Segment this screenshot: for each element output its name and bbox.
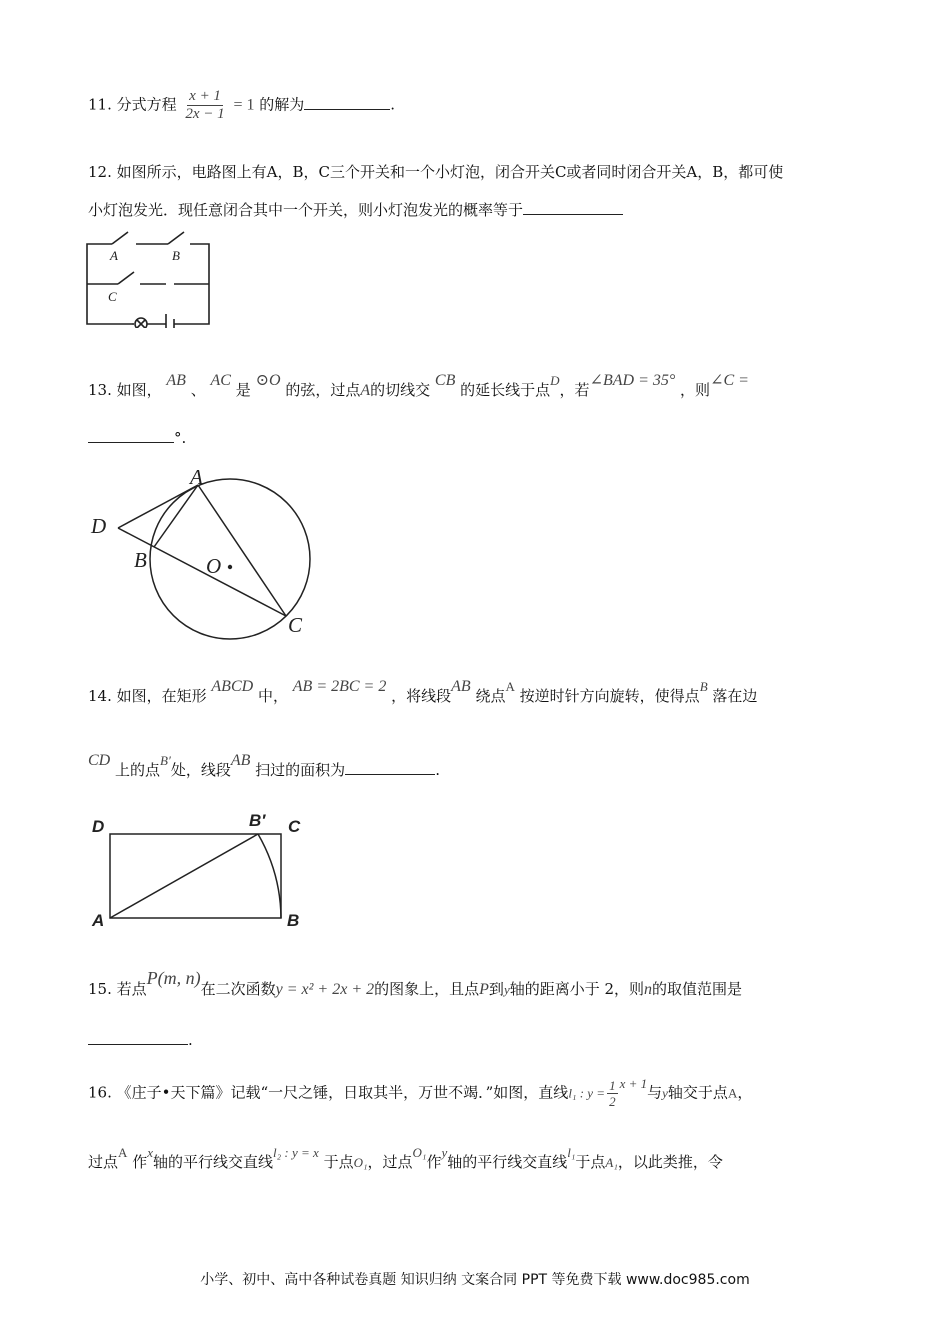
question-14-line2 [88, 752, 440, 781]
label-b-prime: B′ [249, 811, 266, 830]
q14-answer-blank [345, 760, 435, 775]
q16-x: x [147, 1145, 153, 1160]
q16-l1b: l₁ [567, 1145, 576, 1160]
q16-half-den: 2 [609, 1094, 616, 1109]
q15-t3: 到 [488, 980, 504, 998]
circuit-diagram [84, 228, 214, 328]
switch-a-blade [112, 232, 128, 244]
q11-suffix: 的解为 [259, 95, 305, 114]
q14-prefix: 14. 如图，在矩形 [88, 687, 207, 705]
q13-t2: 的切线交 [370, 381, 431, 399]
chord-ab [154, 485, 198, 547]
q12-answer-blank [523, 200, 623, 215]
label-a: A [190, 465, 203, 489]
switch-b-blade [168, 232, 184, 244]
line-dc [118, 528, 286, 616]
q16-half [607, 1078, 618, 1109]
q14-eq: AB = 2BC = 2 [292, 678, 387, 695]
q14-t1: ，将线段 [391, 687, 452, 705]
circuit-label-c: C [108, 289, 117, 304]
q15-t2: 的图象上，且点 [374, 980, 480, 998]
question-14 [88, 678, 758, 707]
rectangle-rotation-diagram [88, 806, 318, 934]
q15-p: P [479, 981, 489, 998]
q14-t4: 落在边 [712, 687, 758, 705]
q13-t5: ，则 [680, 381, 711, 399]
q11-fraction [183, 88, 226, 123]
q13-ac: AC [210, 372, 231, 389]
q15-function: y = x² + 2x + 2 [275, 981, 375, 998]
q15-t5: 的取值范围是 [652, 980, 743, 998]
q16-t1: 与 [647, 1083, 663, 1102]
q11-answer-blank [304, 95, 390, 110]
circuit-label-b: B [172, 248, 180, 263]
q16-t8: 作 [426, 1153, 442, 1171]
label-o: O [206, 554, 222, 578]
q16-end1: ， [737, 1083, 753, 1102]
q11-prefix: 11. 分式方程 [88, 95, 177, 114]
q16-o1: O₁ [353, 1155, 368, 1170]
question-15-line2 [88, 1030, 193, 1050]
q16-t7: ，过点 [367, 1153, 413, 1171]
q16-t4: 作 [132, 1153, 148, 1171]
q13-d: D [550, 373, 560, 388]
rectangle-abcd [110, 834, 281, 918]
question-16-line2 [88, 1145, 723, 1173]
q15-prefix: 15. 若点 [88, 980, 147, 998]
q13-answer-blank [88, 428, 174, 443]
circuit-label-a: A [110, 248, 118, 263]
q15-point-p: P(m, n) [146, 968, 201, 988]
page-footer: 小学、初中、高中各种试卷真题 知识归纳 文案合同 PPT 等免费下载 www.doc985.com [200, 1272, 750, 1288]
q13-angle-bad: ∠BAD = 35° [589, 372, 676, 389]
q14-end: . [435, 761, 440, 779]
segment-ab-prime [110, 834, 258, 918]
q14-ab2: AB [230, 752, 251, 769]
q14-a: A [505, 679, 515, 694]
q14-t6: 处，线段 [170, 761, 231, 779]
tangent-ad [118, 485, 198, 528]
q16-a1: A₁ [605, 1155, 618, 1170]
q11-numerator: x + 1 [189, 88, 221, 104]
q16-l1: l₁ : y = [568, 1085, 606, 1101]
q16-o1b: O₁ [412, 1145, 427, 1160]
label-d: D [91, 514, 107, 538]
q15-t1: 在二次函数 [200, 980, 276, 998]
q13-prefix: 13. 如图， [88, 381, 162, 399]
q16-a2: A [118, 1145, 128, 1160]
q16-t5: 轴的平行线交直线 [152, 1153, 273, 1171]
label-a: A [92, 911, 105, 930]
q16-l2: l₂ : y = x [273, 1145, 319, 1160]
q13-angle-c: ∠C = [710, 372, 749, 389]
q16-t6: 于点 [323, 1153, 354, 1171]
chord-ac [198, 485, 286, 616]
q14-bprime: B′ [160, 753, 171, 768]
q11-equals: = 1 [233, 96, 255, 114]
q14-ab: AB [451, 678, 471, 695]
q16-t10: 于点 [575, 1153, 606, 1171]
q14-b: B [699, 679, 708, 694]
q13-cb: CB [434, 372, 456, 389]
q13-ab: AB [166, 372, 186, 389]
circle-tangent-diagram [86, 462, 316, 642]
q13-sep: 、 [190, 381, 206, 399]
switch-c-blade [118, 272, 134, 284]
q16-prefix: 16. 《庄子•天下篇》记载“一尺之锤，日取其半，万世不竭．”如图，直线 [88, 1083, 569, 1102]
q11-end: . [390, 95, 396, 114]
q12-line2-text: 小灯泡发光．现任意闭合其中一个开关，则小灯泡发光的概率等于 [88, 201, 524, 219]
q14-t5: 上的点 [115, 761, 161, 779]
center-dot [228, 565, 232, 569]
q14-t3: 按逆时针方向旋转，使得点 [519, 687, 700, 705]
q13-a: A [360, 382, 371, 399]
label-c: C [288, 817, 301, 836]
q13-t4: ，若 [559, 381, 590, 399]
q13-t3: 的延长线于点 [460, 381, 551, 399]
question-15 [88, 968, 743, 1000]
question-13 [88, 372, 749, 401]
q16-half-num: 1 [609, 1078, 616, 1093]
q14-abcd: ABCD [211, 678, 254, 695]
label-b: B [134, 548, 147, 572]
q16-y: y [662, 1085, 668, 1101]
question-12-line1: 12. 如图所示，电路图上有A，B，C三个开关和一个小灯泡，闭合开关C或者同时闭合开关A，B，都可使 [88, 163, 784, 181]
label-d: D [92, 817, 105, 836]
q16-y2: y [441, 1145, 448, 1160]
q11-denominator: 2x − 1 [185, 106, 225, 122]
q14-zhong: 中， [257, 687, 288, 705]
q16-a: A [727, 1085, 738, 1101]
q16-t9: 轴的平行线交直线 [447, 1153, 568, 1171]
q13-t1: 的弦，过点 [285, 381, 361, 399]
q16-t3: 过点 [88, 1153, 119, 1171]
q16-t11: ，以此类推，令 [617, 1153, 723, 1171]
q16-l1-tail: x + 1 [619, 1075, 648, 1091]
arc-bb-prime [258, 834, 281, 918]
q15-y: y [503, 982, 510, 997]
question-11 [88, 88, 395, 123]
q15-answer-blank [88, 1030, 188, 1045]
question-12-line2 [88, 200, 623, 220]
q13-is: 是 [235, 381, 251, 399]
q14-t7: 扫过的面积为 [255, 761, 346, 779]
q15-t4: 轴的距离小于 2，则 [509, 980, 645, 998]
label-b: B [287, 911, 300, 930]
q15-n: n [644, 981, 653, 998]
q13-circle-o: ⊙O [255, 372, 281, 389]
q14-cd: CD [88, 752, 111, 769]
label-c: C [288, 613, 303, 637]
q15-end: . [188, 1031, 193, 1049]
q13-end: °. [174, 429, 187, 447]
question-13-line2 [88, 428, 186, 448]
q14-t2: 绕点 [475, 687, 506, 705]
question-16-line1 [88, 1075, 753, 1109]
q16-t2: 轴交于点 [667, 1083, 728, 1102]
